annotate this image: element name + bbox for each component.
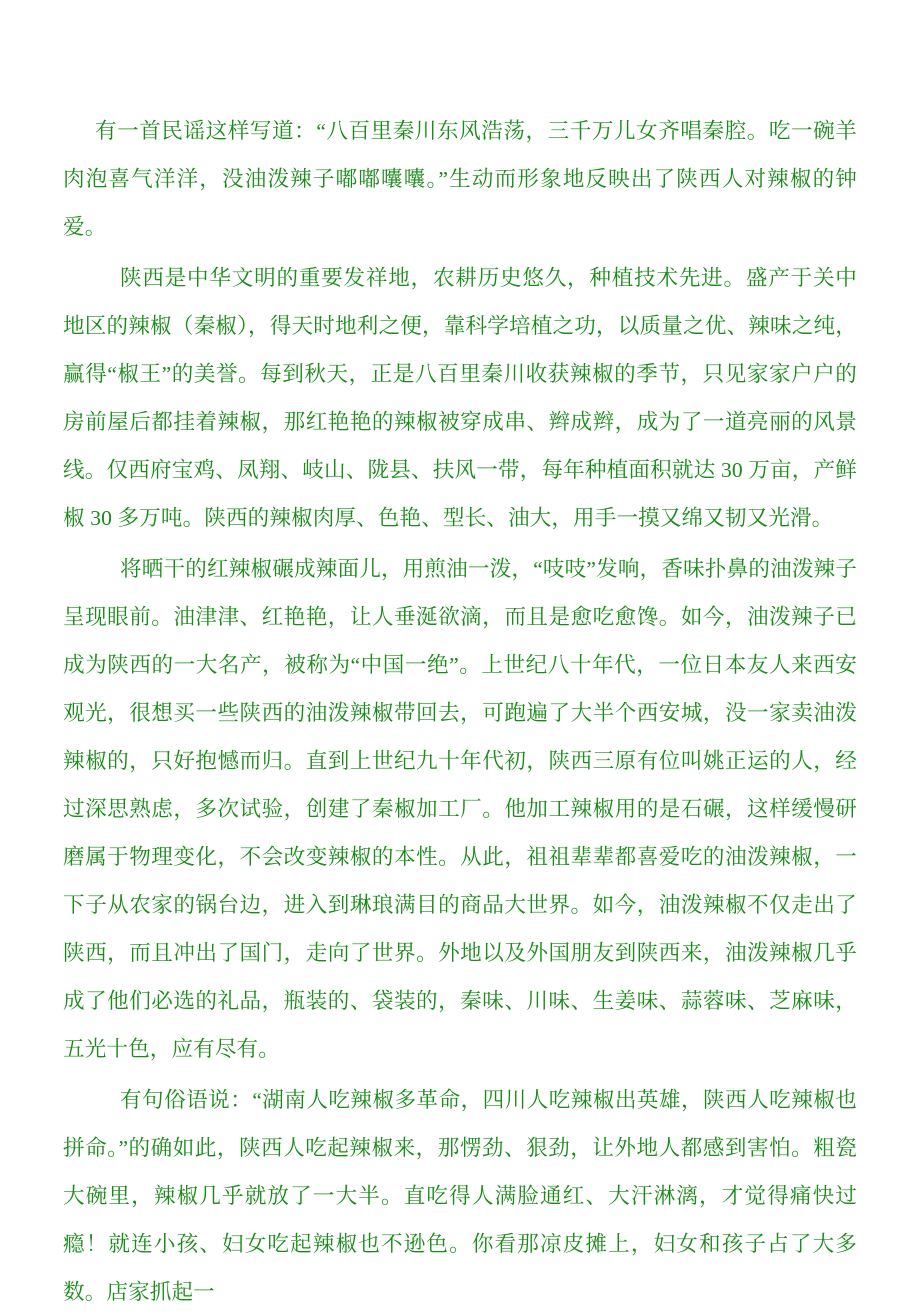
paragraph-folk-song: 有一首民谣这样写道：“八百里秦川东风浩荡，三千万儿女齐唱秦腔。吃一碗羊肉泡喜气洋洋，没油泼辣子嘟嘟囔囔。”生动而形象地反映出了陕西人对辣椒的钟爱。	[63, 119, 857, 239]
paragraph-shaanxi-chili-origin: 陕西是中华文明的重要发祥地，农耕历史悠久，种植技术先进。盛产于关中地区的辣椒（秦椒），得天时地利之便，靠科学培植之功，以质量之优、辣味之纯，赢得“椒王”的美誉。每到秋天，正是八百里秦川收获辣椒的季节，只见家家户户的房前屋后都挂着辣椒，那红艳艳的辣椒被穿成串、辫成辫，成为了一道亮丽的风景线。仅西府宝鸡、凤翔、岐山、陇县、扶风一带，每年种植面积就达 30 万亩，产鲜椒 30 多万吨。陕西的辣椒肉厚、色艳、型长、油大，用手一摸又绵又韧又光滑。	[63, 266, 857, 530]
paragraph-chili-proverb: 有句俗语说：“湖南人吃辣椒多革命，四川人吃辣椒出英雄，陕西人吃辣椒也拼命。”的确如此，陕西人吃起辣椒来，那愣劲、狠劲，让外地人都感到害怕。粗瓷大碗里，辣椒几乎就放了一大半。直吃得人满脸通红、大汗淋漓，才觉得痛快过瘾！就连小孩、妇女吃起辣椒也不逊色。你看那凉皮摊上，妇女和孩子占了大多数。店家抓起一	[63, 1088, 857, 1304]
paragraph-youpo-lazi: 将晒干的红辣椒碾成辣面儿，用煎油一泼，“吱吱”发响，香味扑鼻的油泼辣子呈现眼前。油津津、红艳艳，让人垂涎欲滴，而且是愈吃愈馋。如今，油泼辣子已成为陕西的一大名产，被称为“中国一绝”。上世纪八十年代，一位日本友人来西安观光，很想买一些陕西的油泼辣椒带回去，可跑遍了大半个西安城，没一家卖油泼辣椒的，只好抱憾而归。直到上世纪九十年代初，陕西三原有位叫姚正运的人，经过深思熟虑，多次试验，创建了秦椒加工厂。他加工辣椒用的是石碾，这样缓慢研磨属于物理变化，不会改变辣椒的本性。从此，祖祖辈辈都喜爱吃的油泼辣椒，一下子从农家的锅台边，进入到琳琅满目的商品大世界。如今，油泼辣椒不仅走出了陕西，而且冲出了国门，走向了世界。外地以及外国朋友到陕西来，油泼辣椒几乎成了他们必选的礼品，瓶装的、袋装的，秦味、川味、生姜味、蒜蓉味、芝麻味，五光十色，应有尽有。	[63, 557, 857, 1061]
